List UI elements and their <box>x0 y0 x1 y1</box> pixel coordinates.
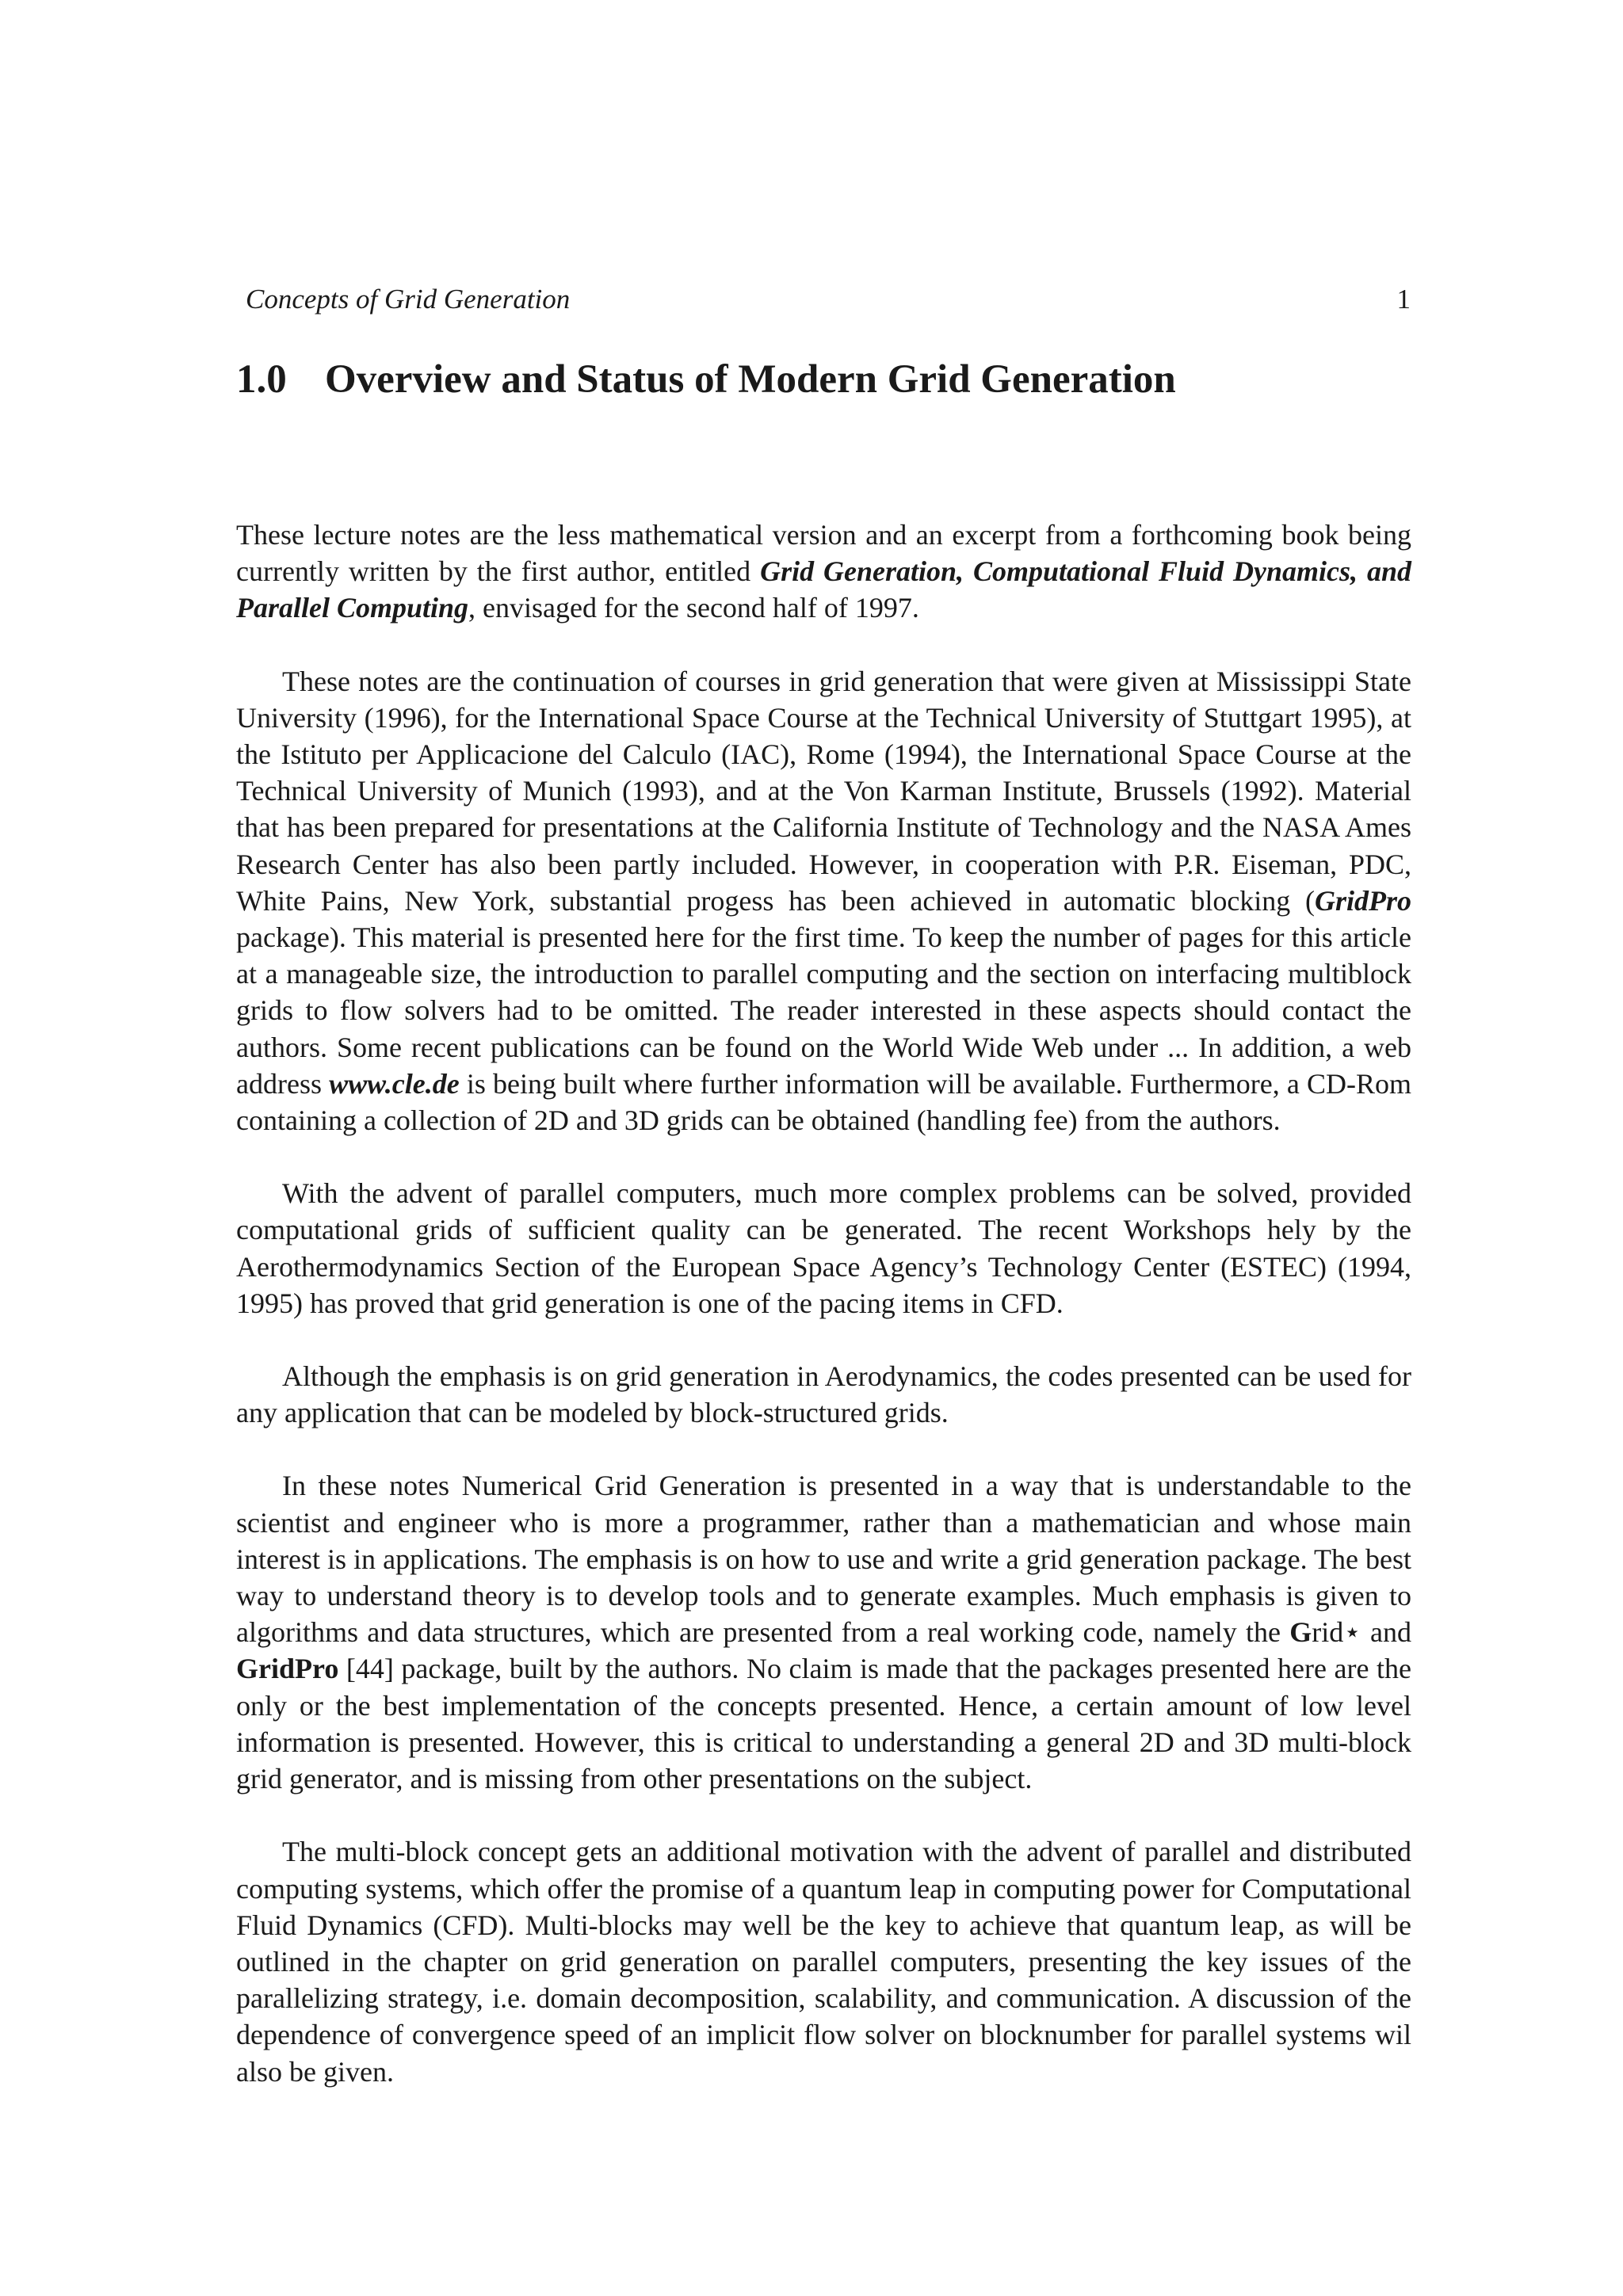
section-title: Overview and Status of Modern Grid Generation <box>325 357 1176 402</box>
paragraph-4: Although the emphasis is on grid generation in Aerodynamics, the codes presented can be used for any application that can be modeled by block-structured grids. <box>236 1360 1411 1429</box>
paragraph-6: The multi-block concept gets an additional motivation with the advent of parallel and distributed computing systems, which offer the promise of a quantum leap in computing power for Computational Fluid Dynamics (CFD). Multi-blocks may well be the key to achieve that quantum leap, as will be outlined in the chapter on grid generation on parallel computers, presenting the key issues of the parallelizing strategy, i.e. domain decomposition, scalability, and communication. A discussion of the dependence of convergence speed of an implicit flow solver on blocknumber for parallel systems wil also be given. <box>236 1836 1411 2088</box>
paragraph-2-text-mid: package). This material is presented here for the first time. To keep the number of pages for this article at a manageable size, the introduction to parallel computing and the section on interfacing multiblock grids to flow solvers had to be omitted. The reader interested in these aspects should contact the authors. Some recent publications can be found on the World Wide Web under ... In addition, a web address <box>236 921 1411 1100</box>
body-text <box>236 517 1411 2126</box>
paragraph-3: With the advent of parallel computers, much more complex problems can be solved, provided computational grids of sufficient quality can be generated. The recent Workshops hely by the Aerothermodynamics Section of the European Space Agency’s Technology Center (ESTEC) (1994, 1995) has proved that grid generation is one of the pacing items in CFD. <box>236 1177 1411 1319</box>
paragraph-2 <box>236 663 1411 1139</box>
book-title: Grid Generation, Computational Fluid Dynamics, and Parallel Computing <box>236 555 1411 624</box>
paragraph-1 <box>236 517 1411 627</box>
paragraph-5-text-end: [44] package, built by the authors. No claim is made that the packages presented here are the only or the best implementation of the concepts presented. Hence, a certain amount of low level information is presented. However, this is critical to understanding a general 2D and 3D multi-block grid generator, and is missing from other presentations on the subject. <box>236 1653 1411 1795</box>
paragraph-2-text-end: is being built where further information will be available. Furthermore, a CD-Rom containing a collection of 2D and 3D grids can be obtained (handling fee) from the authors. <box>236 1067 1411 1137</box>
web-address: www.cle.de <box>329 1067 460 1100</box>
section-heading <box>236 352 1425 407</box>
grid-star-initial: G <box>1289 1616 1312 1649</box>
paragraph-5-text: In these notes Numerical Grid Generation is presented in a way that is understandable to the scientist and engineer who is more a programmer, rather than a mathematician and whose main interest is in applications. The emphasis is on how to use and write a grid generation package. The best way to understand theory is to develop tools and to generate examples. Much emphasis is given to algorithms and data structures, which are presented from a real working code, namely the <box>236 1470 1411 1649</box>
gridpro-emphasis: GridPro <box>1314 884 1411 917</box>
running-header <box>246 280 1411 319</box>
paragraph-1-text-end: , envisaged for the second half of 1997. <box>468 592 919 624</box>
paragraph-5 <box>236 1467 1411 1797</box>
running-title: Concepts of Grid Generation <box>246 284 571 315</box>
page-number: 1 <box>1396 284 1411 315</box>
grid-star-rest: rid⋆ <box>1312 1616 1361 1649</box>
paragraph-5-text-and: and <box>1361 1616 1412 1649</box>
section-number: 1.0 <box>236 357 287 402</box>
paragraph-2-text: These notes are the continuation of courses in grid generation that were given at Mississippi State University (1996), for the International Space Course at the Technical University of Stuttgart 1995), at the Istituto per Applicacione del Calculo (IAC), Rome (1994), the International Space Course at the Technical University of Munich (1993), and at the Von Karman Institute, Brussels (1992). Material that has been prepared for presentations at the California Institute of Technology and the NASA Ames Research Center has also been partly included. However, in cooperation with P.R. Eiseman, PDC, White Pains, New York, substantial progess has been achieved in automatic blocking ( <box>236 665 1411 917</box>
gridpro-name: GridPro <box>236 1653 339 1685</box>
paragraph-1-text: These lecture notes are the less mathematical version and an excerpt from a forthcoming book being currently written by the first author, entitled <box>236 519 1411 588</box>
